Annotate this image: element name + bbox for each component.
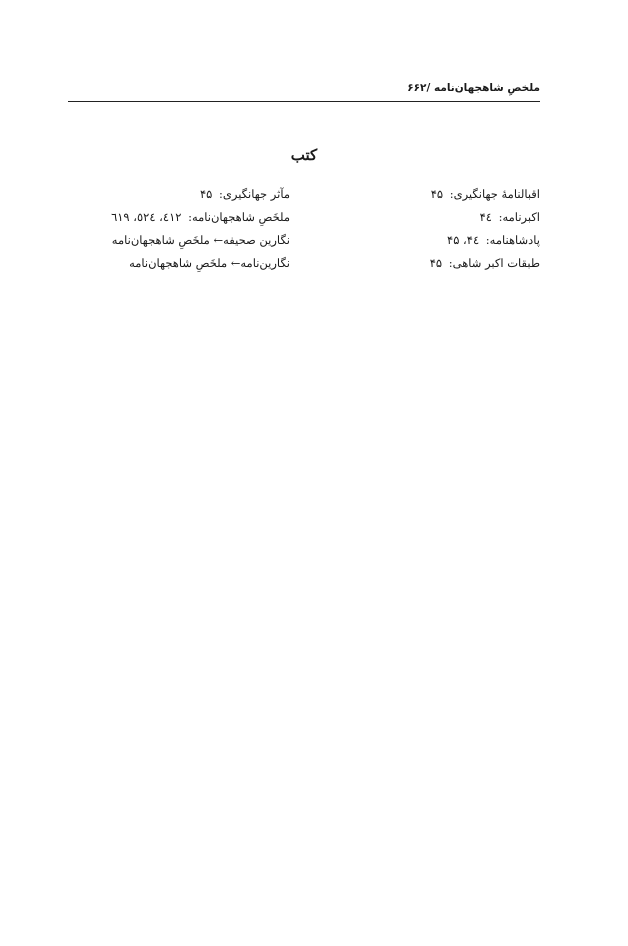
- index-pages: ۴۵: [430, 187, 444, 201]
- index-pages: ۴٤: [479, 210, 492, 224]
- index-pages: ۴٤، ۴۵: [447, 233, 480, 247]
- index-pages: ۴۵: [429, 256, 443, 270]
- index-term: اقبالنامهٔ جهانگیری:: [449, 187, 540, 201]
- index-entry: [50, 206, 290, 229]
- index-term: طبقات اکبر شاهی:: [448, 256, 540, 270]
- running-header: ملخصِ شاهجهان‌نامه /۶۶۲: [407, 82, 540, 94]
- index-term: ملخَصِ شاهجهان‌نامه:: [188, 210, 290, 224]
- index-term: پادشاهنامه:: [485, 233, 540, 247]
- index-pages: ٤١٢، ٥٢٤، ٦١٩: [111, 210, 182, 224]
- index-term: اکبرنامه:: [498, 210, 540, 224]
- index-entry: [300, 252, 540, 275]
- index-term: نگارین‌نامه← ملخَصِ شاهجهان‌نامه: [129, 256, 290, 270]
- index-pages: ۴۵: [199, 187, 213, 201]
- index-entry: [50, 183, 290, 206]
- index-entry: [300, 183, 540, 206]
- index-term: مآثر جهانگیری:: [218, 187, 290, 201]
- index-column-left: [50, 183, 290, 275]
- index-term: نگارین صحیفه← ملخَصِ شاهجهان‌نامه: [111, 233, 290, 247]
- index-entry: [300, 206, 540, 229]
- index-entry: [300, 229, 540, 252]
- index-entry: [50, 252, 290, 275]
- index-column-right: [300, 183, 540, 275]
- section-title: کتب: [290, 146, 318, 164]
- header-divider: [68, 101, 540, 102]
- index-entry: [50, 229, 290, 252]
